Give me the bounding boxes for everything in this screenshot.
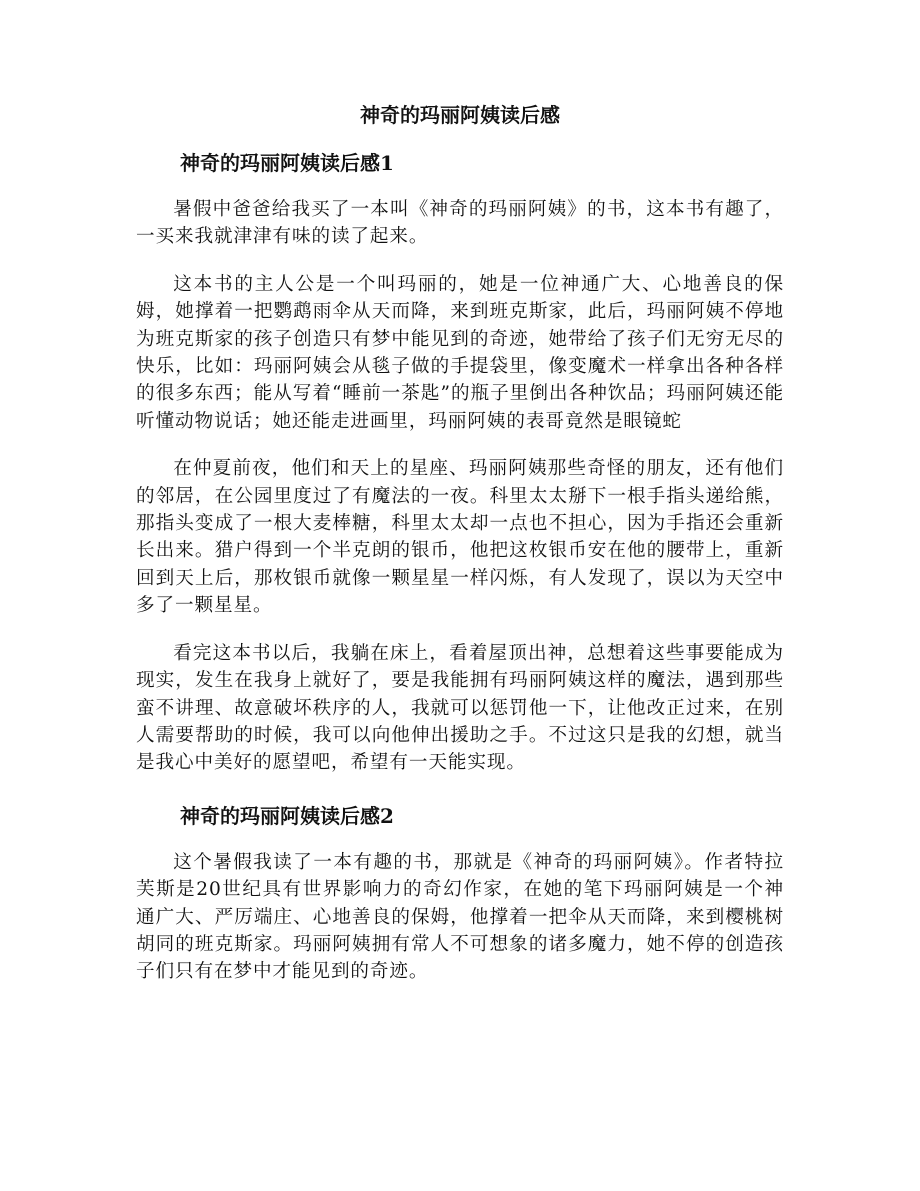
paragraph: 这个暑假我读了一本有趣的书，那就是《神奇的玛丽阿姨》。作者特拉芙斯是20世纪具有世界影响力的奇幻作家，在她的笔下玛丽阿姨是一个神通广大、严厉端庄、心地善良的保姆，他撑着一把伞从天而降，来到樱桃树胡同的班克斯家。玛丽阿姨拥有常人不可想象的诸多魔力，她不停的创造孩子们只有在梦中才能见到的奇迹。 xyxy=(136,851,784,983)
document-title: 神奇的玛丽阿姨读后感 xyxy=(360,103,560,127)
section-2 xyxy=(136,803,784,986)
paragraph: 看完这本书以后，我躺在床上，看着屋顶出神，总想着这些事要能成为现实，发生在我身上就好了，要是我能拥有玛丽阿姨这样的魔法，遇到那些蛮不讲理、故意破坏秩序的人，我就可以惩罚他一下，让他改正过来，在别人需要帮助的时候，我可以向他伸出援助之手。不过这只是我的幻想，就当是我心中美好的愿望吧，希望有一天能实现。 xyxy=(136,642,784,774)
section-heading: 神奇的玛丽阿姨读后感2 xyxy=(180,803,394,828)
paragraph: 这本书的主人公是一个叫玛丽的，她是一位神通广大、心地善良的保姆，她撑着一把鹦鹉雨伞从天而降，来到班克斯家，此后，玛丽阿姨不停地为班克斯家的孩子创造只有梦中能见到的奇迹，她带给了孩子们无穷无尽的快乐，比如：玛丽阿姨会从毯子做的手提袋里，像变魔术一样拿出各种各样的很多东西；能从写着“睡前一茶匙”的瓶子里倒出各种饮品；玛丽阿姨还能听懂动物说话；她还能走进画里，玛丽阿姨的表哥竟然是眼镜蛇 xyxy=(136,273,784,432)
section-1 xyxy=(136,150,784,777)
document-page xyxy=(136,102,784,1006)
section-heading: 神奇的玛丽阿姨读后感1 xyxy=(180,151,394,175)
paragraph: 在仲夏前夜，他们和天上的星座、玛丽阿姨那些奇怪的朋友，还有他们的邻居，在公园里度过了有魔法的一夜。科里太太掰下一根手指头递给熊，那指头变成了一根大麦棒糖，科里太太却一点也不担心，因为手指还会重新长出来。猎户得到一个半克朗的银币，他把这枚银币安在他的腰带上，重新回到天上后，那枚银币就像一颗星星一样闪烁，有人发现了，误以为天空中多了一颗星星。 xyxy=(136,458,784,617)
paragraph: 暑假中爸爸给我买了一本叫《神奇的玛丽阿姨》的书，这本书有趣了，一买来我就津津有味的读了起来。 xyxy=(136,199,784,248)
